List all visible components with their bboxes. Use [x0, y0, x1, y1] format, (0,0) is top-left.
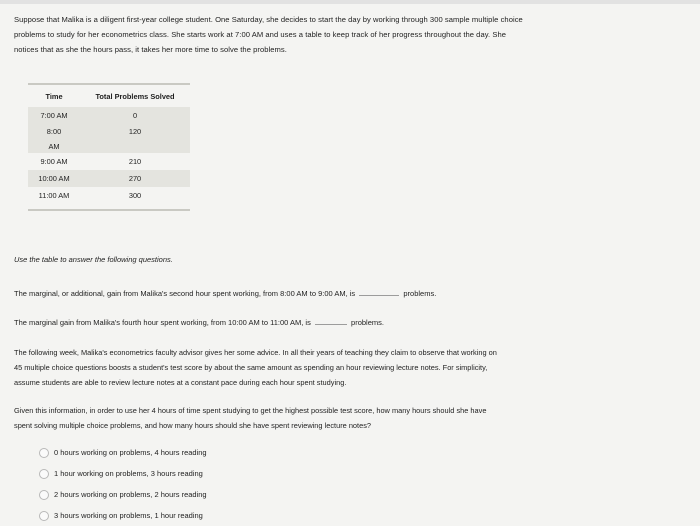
progress-table [28, 83, 190, 211]
solved-cell: 300 [128, 191, 142, 200]
questions-label: Use the table to answer the following questions. [14, 255, 173, 264]
question-1 [14, 287, 436, 298]
radio-button[interactable] [39, 511, 49, 521]
answer-option[interactable] [48, 484, 207, 505]
question-1-text: The marginal, or additional, gain from Malika's second hour spent working, from 8:00 AM to 9:00 AM, is [14, 289, 356, 298]
question-2-unit: problems. [351, 318, 384, 327]
header-time: Time [45, 91, 63, 101]
solved-cell: 210 [128, 157, 142, 166]
radio-button[interactable] [39, 469, 49, 479]
solved-cell: 0 [80, 107, 190, 123]
intro-line-3: notices that as she the hours pass, it takes her more time to solve the problems. [14, 45, 287, 54]
table-row [28, 139, 190, 153]
solved-cell: 120 [80, 123, 190, 139]
header-total-solved: Total Problems Solved [95, 91, 175, 101]
question-1-answer-blank[interactable] [359, 287, 399, 296]
table-row [28, 107, 190, 123]
table-row [28, 153, 190, 170]
option-label: 2 hours working on problems, 2 hours reading [54, 490, 207, 499]
table-header-row [28, 85, 190, 107]
time-cell: 8:00 [28, 123, 80, 139]
table-row [28, 187, 190, 204]
option-label: 3 hours working on problems, 1 hour reading [54, 511, 203, 520]
radio-button[interactable] [39, 448, 49, 458]
table-row [28, 123, 190, 139]
time-cell: 9:00 AM [40, 157, 68, 166]
given-line-2: spent solving multiple choice problems, and how many hours should she have spent reviewing lecture notes? [14, 421, 372, 430]
solved-cell: 270 [80, 170, 190, 187]
solved-cell [80, 139, 190, 153]
top-border [0, 0, 700, 4]
time-cell: AM [28, 139, 80, 153]
advice-paragraph [14, 345, 614, 390]
table-bottom-rule [28, 209, 190, 211]
question-2-answer-blank[interactable] [315, 316, 347, 325]
advice-line-2: 45 multiple choice questions boosts a student's test score by about the same amount as spending an hour reviewing lecture notes. For simplicity, [14, 363, 488, 372]
question-2 [14, 316, 384, 327]
answer-option[interactable] [48, 463, 207, 484]
question-2-text: The marginal gain from Malika's fourth hour spent working, from 10:00 AM to 11:00 AM, is [14, 318, 311, 327]
option-label: 0 hours working on problems, 4 hours reading [54, 448, 207, 457]
question-1-unit: problems. [403, 289, 437, 298]
intro-paragraph [14, 12, 614, 57]
given-paragraph [14, 403, 614, 433]
radio-button[interactable] [39, 490, 49, 500]
time-cell: 7:00 AM [28, 107, 80, 123]
advice-line-1: The following week, Malika's econometrics faculty advisor gives her some advice. In all their years of teaching they claim to observe that working on [14, 348, 497, 357]
time-cell: 10:00 AM [28, 170, 80, 187]
intro-line-1: Suppose that Malika is a diligent first-year college student. One Saturday, she decides to start the day by working through 300 sample multiple choice [14, 15, 523, 24]
table-row [28, 170, 190, 187]
intro-line-2: problems to study for her econometrics class. She starts work at 7:00 AM and uses a table to keep track of her progress throughout the day. She [14, 30, 506, 39]
given-line-1: Given this information, in order to use her 4 hours of time spent studying to get the highest possible test score, how many hours should she have [14, 406, 487, 415]
advice-line-3: assume students are able to review lecture notes at a constant pace during each hour spent studying. [14, 378, 347, 387]
time-cell: 11:00 AM [38, 191, 70, 200]
answer-option[interactable] [48, 442, 207, 463]
answer-options [48, 442, 207, 526]
option-label: 1 hour working on problems, 3 hours reading [54, 469, 203, 478]
